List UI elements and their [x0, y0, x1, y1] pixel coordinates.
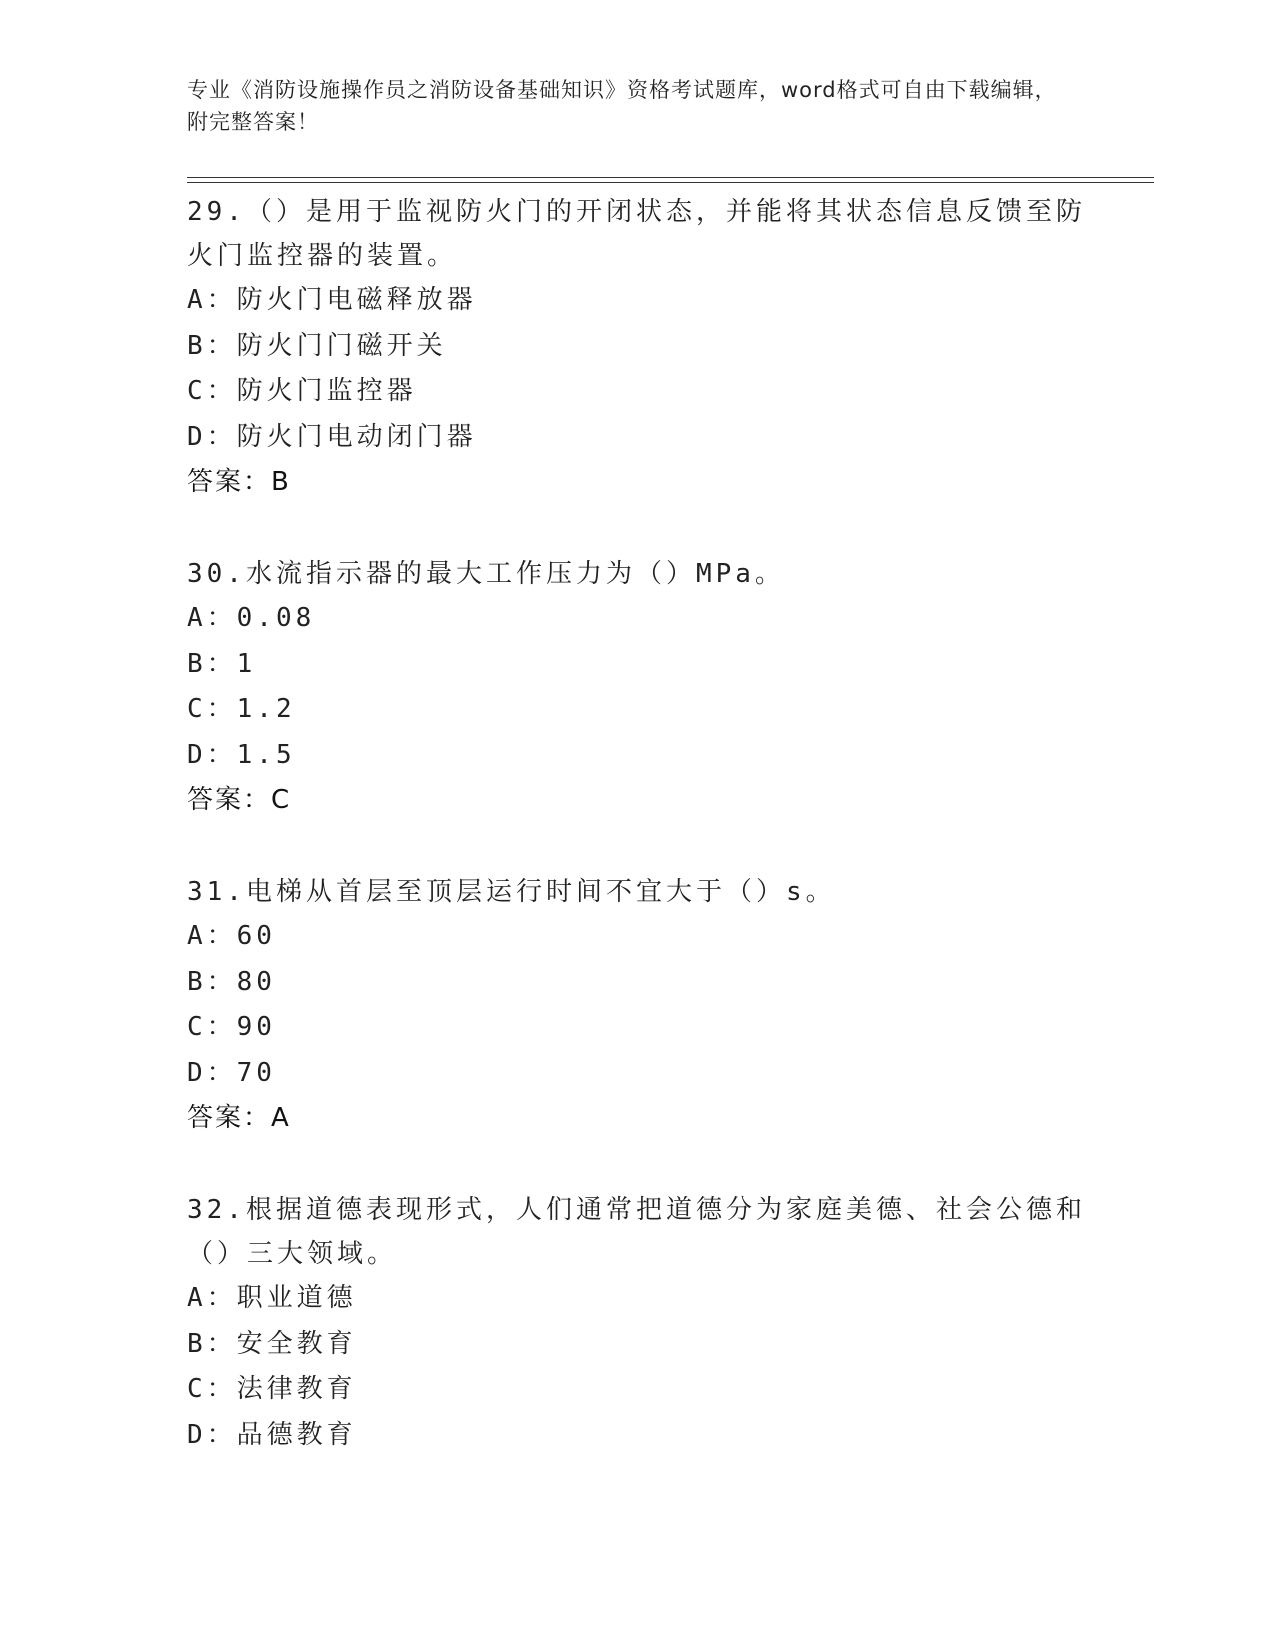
- question-list: [187, 190, 1087, 1458]
- header-divider-bottom: [187, 182, 1154, 183]
- question-29: [187, 190, 1087, 505]
- option-a: A：防火门电磁释放器: [187, 285, 477, 315]
- option-d: D：品德教育: [187, 1419, 357, 1450]
- question-30: [187, 552, 1087, 823]
- question-gap: [187, 505, 1087, 552]
- question-32: [187, 1188, 1087, 1458]
- option-d: D：1.5: [187, 739, 296, 770]
- option-c: C：防火门监控器: [187, 376, 417, 406]
- option-b: B：防火门门磁开关: [187, 330, 447, 361]
- question-31: [187, 870, 1087, 1141]
- option-a: A：0.08: [187, 603, 316, 633]
- question-text: 32.根据道德表现形式，人们通常把道德分为家庭美德、社会公德和（）三大领域。: [187, 1195, 1086, 1269]
- option-d: D：防火门电动闭门器: [187, 421, 477, 452]
- option-b: B：80: [187, 966, 276, 997]
- question-gap: [187, 1141, 1087, 1188]
- question-gap: [187, 823, 1087, 870]
- option-a: A：职业道德: [187, 1283, 357, 1313]
- header-divider-top: [187, 177, 1154, 178]
- answer: 答案：A: [187, 1103, 291, 1133]
- answer: 答案：B: [187, 467, 291, 497]
- question-text: 30.水流指示器的最大工作压力为（）MPa。: [187, 559, 785, 589]
- option-b: B：1: [187, 648, 257, 679]
- option-a: A：60: [187, 921, 276, 951]
- option-c: C：1.2: [187, 694, 296, 724]
- option-c: C：法律教育: [187, 1374, 357, 1404]
- document-header: 专业《消防设施操作员之消防设备基础知识》资格考试题库，word格式可自由下载编辑，附完整答案！: [187, 78, 1057, 134]
- answer: 答案：C: [187, 785, 292, 815]
- question-text: 31.电梯从首层至顶层运行时间不宜大于（）s。: [187, 877, 836, 907]
- option-b: B：安全教育: [187, 1328, 357, 1359]
- option-d: D：70: [187, 1057, 276, 1088]
- option-c: C：90: [187, 1012, 276, 1042]
- question-text: 29.（）是用于监视防火门的开闭状态，并能将其状态信息反馈至防火门监控器的装置。: [187, 197, 1086, 271]
